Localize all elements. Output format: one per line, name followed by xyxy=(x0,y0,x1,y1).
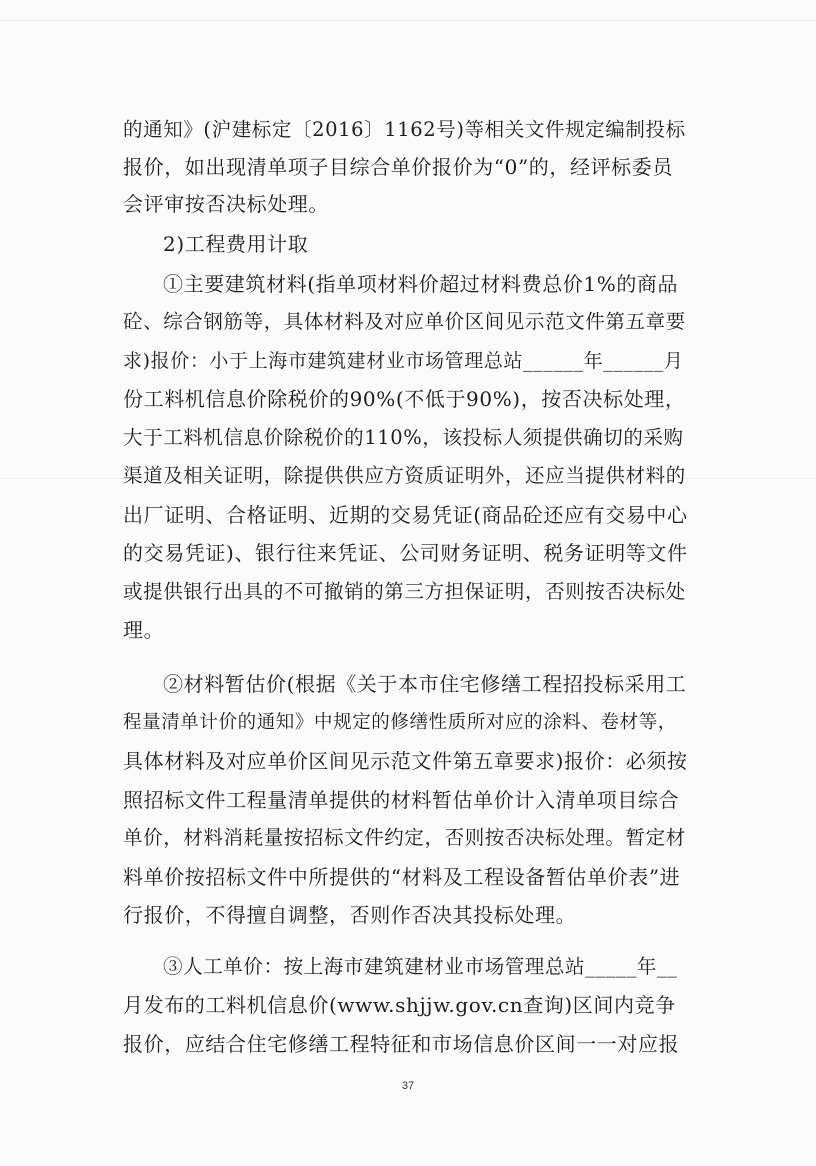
text-line: 程量清单计价的通知》中规定的修缮性质所对应的涂料、卷材等， xyxy=(123,712,677,733)
text-line: 会评审按否决标处理。 xyxy=(123,192,329,216)
text-line: 的交易凭证)、银行往来凭证、公司财务证明、税务证明等文件 xyxy=(123,541,688,565)
text-line: 2)工程费用计取 xyxy=(163,232,309,256)
text-line: 砼、综合钢筋等，具体材料及对应单价区间见示范文件第五章要 xyxy=(123,310,686,333)
text-line: 或提供银行出具的不可撤销的第三方担保证明，否则按否决标处 xyxy=(123,580,686,603)
text-line: ③人工单价：按上海市建筑建材业市场管理总站_____年__ xyxy=(163,955,678,978)
text-line: 具体材料及对应单价区间见示范文件第五章要求)报价：必须按 xyxy=(123,749,688,773)
text-line: ②材料暂估价(根据《关于本市住宅修缮工程招投标采用工 xyxy=(163,672,687,696)
text-line: 大于工料机信息价除税价的110%，该投标人须提供确切的采购 xyxy=(123,426,684,449)
text-line: 渠道及相关证明，除提供供应方资质证明外，还应当提供材料的 xyxy=(123,464,686,487)
text-line: 出厂证明、合格证明、近期的交易凭证(商品砼还应有交易中心 xyxy=(123,503,688,527)
text-line: 行报价，不得擅自调整，否则作否决其投标处理。 xyxy=(123,903,577,927)
text-line: 理。 xyxy=(123,618,165,642)
text-line: ①主要建筑材料(指单项材料价超过材料费总价1%的商品 xyxy=(163,272,679,296)
text-line: 单价，材料消耗量按招标文件约定，否则按否决标处理。暂定材 xyxy=(123,826,686,849)
text-line: 份工料机信息价除税价的90%(不低于90%)，按否决标处理， xyxy=(123,387,686,411)
scan-edge-line xyxy=(0,20,816,21)
text-line: 料单价按招标文件中所提供的“材料及工程设备暂估单价表”进 xyxy=(123,865,681,889)
text-line: 照招标文件工程量清单提供的材料暂估单价计入清单项目综合 xyxy=(123,788,680,812)
text-line: 的通知》(沪建标定〔2016〕1162号)等相关文件规定编制投标 xyxy=(123,118,686,141)
text-line: 报价，如出现清单项子目综合单价报价为“0”的，经评标委员 xyxy=(123,155,673,179)
text-line: 报价，应结合住宅修缮工程特征和市场信息价区间一一对应报 xyxy=(123,1032,680,1056)
text-line: 月发布的工料机信息价(www.shjjw.gov.cn查询)区间内竞争 xyxy=(123,993,676,1017)
page-number: 37 xyxy=(401,1080,415,1092)
text-line: 求)报价：小于上海市建筑建材业市场管理总站______年______月 xyxy=(123,350,684,372)
